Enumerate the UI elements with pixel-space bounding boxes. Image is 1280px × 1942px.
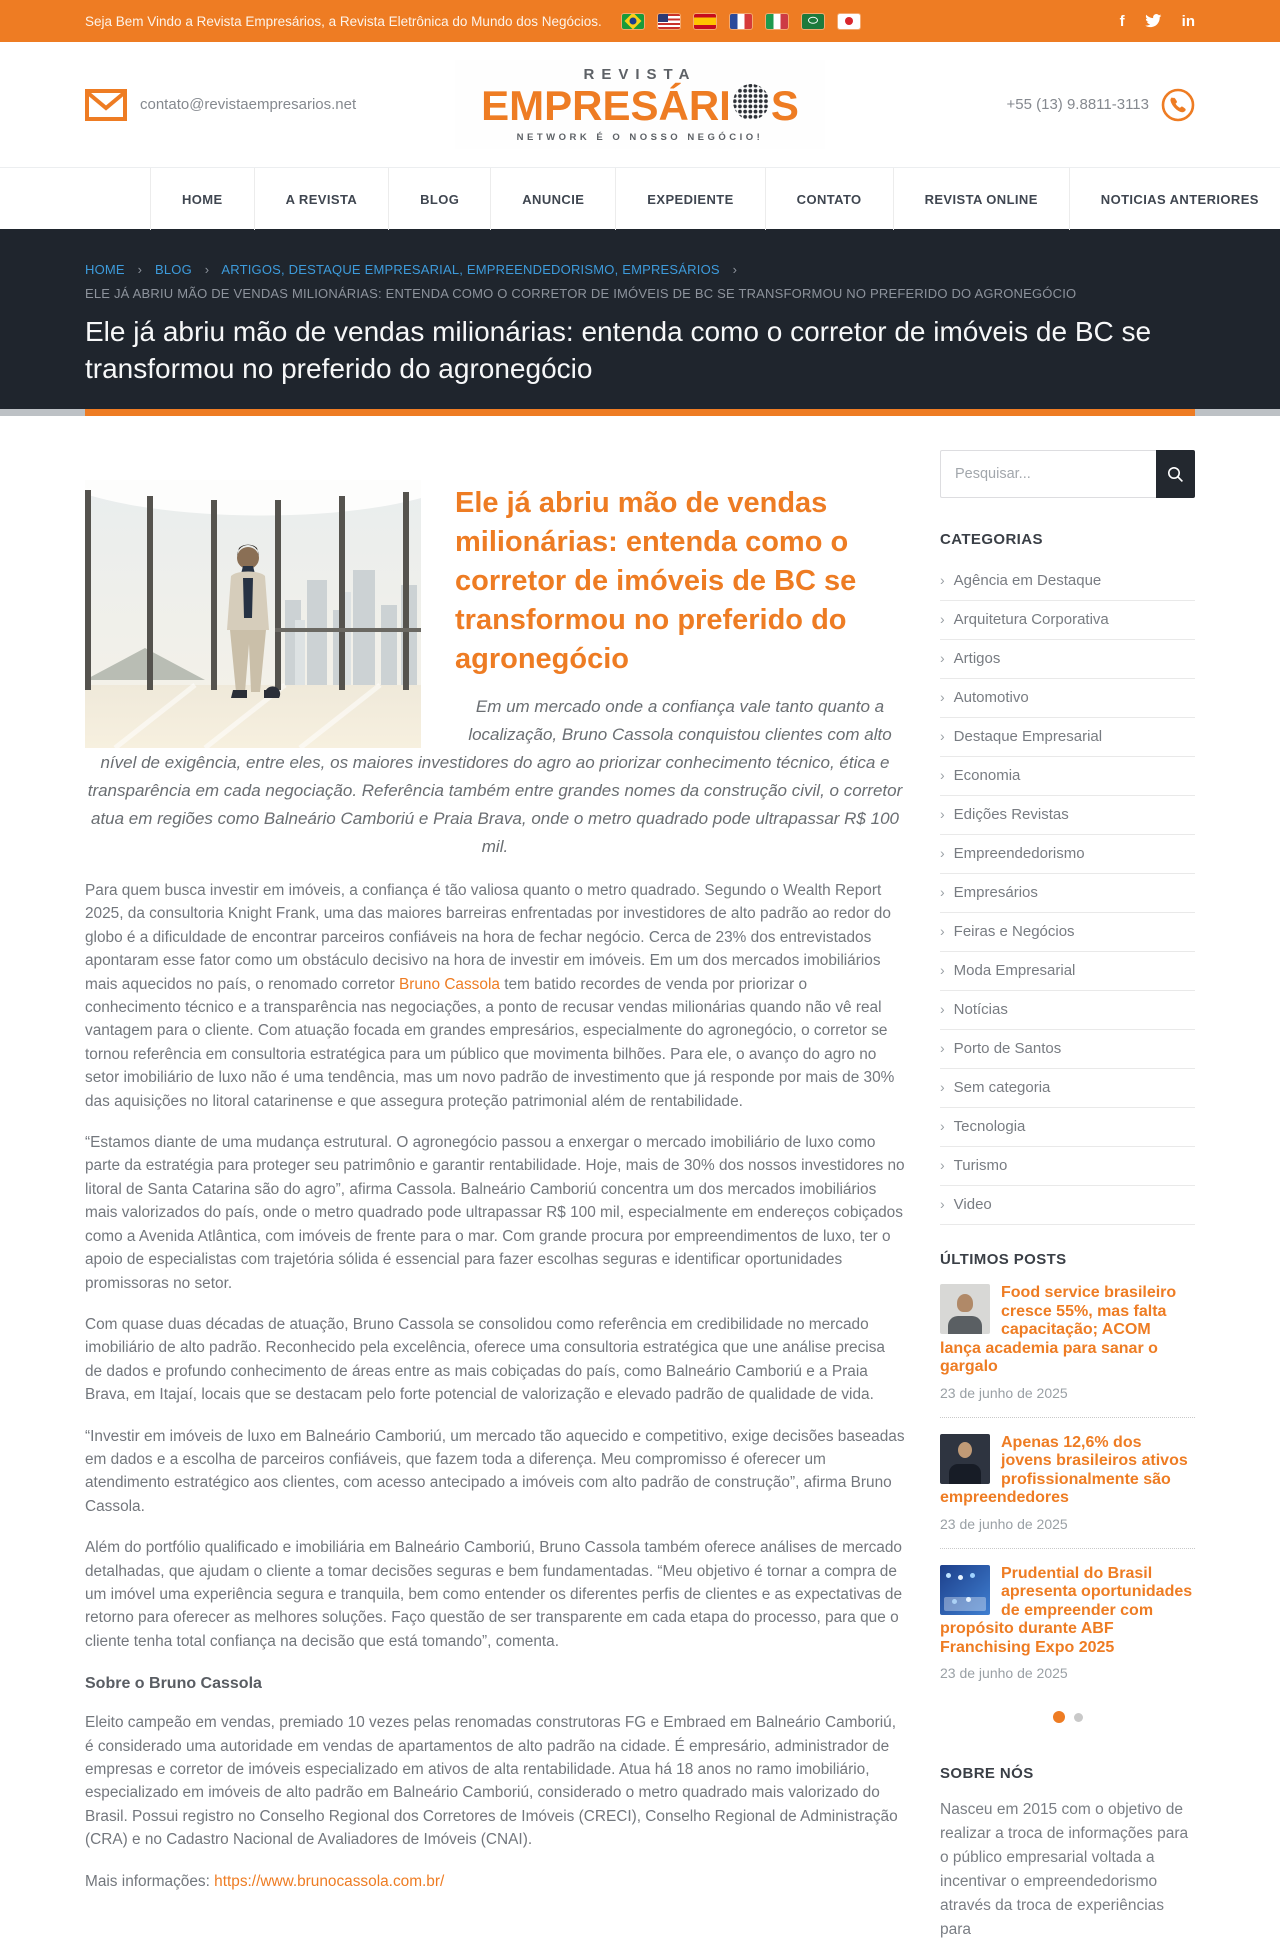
flag-japan-icon[interactable]	[838, 14, 860, 29]
article-featured-image	[85, 480, 421, 748]
chevron-right-icon: ›	[940, 923, 945, 939]
article-paragraph-5: Além do portfólio qualificado e imobiliária em Balneário Camboriú, Bruno Cassola também oferece análises de mercado detalhadas, que ajudam o cliente a tomar decisões seguras e bem fundamentadas. “Meu objetivo é tornar a compra de um imóvel uma experiência segura e tranquila, bem como entender os diferentes perfis de clientes e as expectativas de retorno para oferecer as melhores soluções. Faço questão de ser transparente em cada etapa do processo, para que o cliente tenha total confiança na decisão que está tomando”, comenta.	[85, 1539, 903, 1650]
search-icon	[1167, 466, 1184, 483]
breadcrumb-blog[interactable]: BLOG	[154, 262, 192, 277]
chevron-right-icon: ›	[940, 884, 945, 900]
logo-tagline: NETWORK É O NOSSO NEGÓCIO!	[516, 131, 764, 143]
article-heading: Ele já abriu mão de vendas milionárias: entenda como o corretor de imóveis de BC se transformou no preferido do agronegócio	[455, 487, 857, 675]
search-button[interactable]	[1156, 450, 1195, 498]
post-item	[940, 1417, 1195, 1532]
article-paragraph-4: “Investir em imóveis de luxo em Balneário Camboriú, um mercado tão aquecido e competitivo, exige decisões baseadas em dados e a escolha de parceiros confiáveis, que fazem toda a diferença. Meu compromisso é oferecer um atendimento estratégico aos clientes, com acesso antecipado a imóveis com alto padrão de construção”, afirma Bruno Cassola.	[85, 1427, 905, 1515]
contact-phone[interactable]	[1007, 88, 1195, 122]
latest-posts-list	[940, 1268, 1195, 1681]
linkedin-icon[interactable]: in	[1181, 12, 1195, 30]
chevron-right-icon: ›	[940, 1040, 945, 1056]
nav-item-revista-online[interactable]: REVISTA ONLINE	[893, 168, 1069, 230]
flag-usa-icon[interactable]	[658, 14, 680, 29]
article-subheading: Sobre o Bruno Cassola	[85, 1675, 262, 1693]
flag-france-icon[interactable]	[730, 14, 752, 29]
chevron-right-icon: ›	[940, 650, 945, 666]
article-paragraph-3: Com quase duas décadas de atuação, Bruno Cassola se consolidou como referência em credibilidade no mercado imobiliário de alto padrão. Reconhecido pela excelência, oferece uma consultoria estratégica que une análise precisa de dados e profundo conhecimento de áreas entre as mais cobiçadas do país, como Balneário Camboriú e a Praia Brava, em Itajaí, locais que se destacam pelo forte potencial de valorização e elevado padrão de qualidade de vida.	[85, 1315, 885, 1404]
whatsapp-icon	[1161, 88, 1195, 122]
category-item[interactable]: › Moda Empresarial	[940, 952, 1195, 991]
facebook-icon[interactable]: f	[1119, 12, 1125, 30]
envelope-icon	[85, 89, 127, 121]
chevron-right-icon: ›	[940, 611, 945, 627]
post-thumbnail[interactable]	[940, 1434, 990, 1484]
category-item[interactable]: › Edições Revistas	[940, 796, 1195, 835]
article-paragraph-1: Para quem busca investir em imóveis, a confiança é tão valiosa quanto o metro quadrado. Segundo o Wealth Report 2025, da consultoria Knight Frank, uma das maiores barreiras enfrentadas por investidores de alto padrão ao redor do globo é a dificuldade de encontrar parceiros confiáveis na hora de fechar negócio. Cerca de 23% dos entrevistados apontaram esse fator como um obstáculo decisivo na hora de investir em imóveis. Em um dos mercados imobiliários mais aquecidos no país, o renomado corretor Bruno Cassola tem batido recordes de venda por priorizar o conhecimento técnico e a transparência nas negociações, a ponto de recusar vendas milionárias quando não vê real vantagem para o cliente. Com atuação focada em grandes empresários, especialmente do agronegócio, o corretor se tornou referência em consultoria estratégica para um público que movimenta bilhões. Para ele, o avanço do agro no setor imobiliário de luxo não é uma tendência, mas um novo padrão de investimento que já responde por mais de 30% das aquisições no litoral catarinense e que assegura proteção patrimonial além de rentabilidade.	[85, 882, 895, 1110]
chevron-right-icon: ›	[940, 1196, 945, 1212]
article-body	[85, 879, 905, 1893]
search-input[interactable]	[940, 450, 1156, 498]
about-text: Nasceu em 2015 com o objetivo de realizar a troca de informações para o público empresarial voltada a incentivar o empreendedorismo através da troca de experiências para	[940, 1801, 1189, 1938]
nav-item-noticias-anteriores[interactable]: NOTICIAS ANTERIORES	[1069, 168, 1280, 230]
language-flags	[622, 14, 860, 29]
categories-list	[940, 562, 1195, 1225]
post-date: 23 de junho de 2025	[940, 1384, 1068, 1401]
post-title[interactable]: Food service brasileiro cresce 55%, mas falta capacitação; ACOM lança academia para sanar o gargalo	[940, 1284, 1177, 1375]
chevron-right-icon: ›	[940, 845, 945, 861]
chevron-right-icon: ›	[940, 962, 945, 978]
inline-link[interactable]: https://www.brunocassola.com.br/	[214, 1872, 445, 1890]
category-item[interactable]: › Video	[940, 1186, 1195, 1225]
category-item[interactable]: › Empresários	[940, 874, 1195, 913]
twitter-icon[interactable]	[1145, 14, 1162, 28]
page-title: Ele já abriu mão de vendas milionárias: entenda como o corretor de imóveis de BC se transformou no preferido do agronegócio	[85, 316, 1152, 384]
category-item[interactable]: › Empreendedorismo	[940, 835, 1195, 874]
chevron-right-icon: ›	[940, 767, 945, 783]
category-item[interactable]: › Destaque Empresarial	[940, 718, 1195, 757]
carousel-dots	[940, 1711, 1195, 1723]
category-item[interactable]: › Economia	[940, 757, 1195, 796]
article-lead: Em um mercado onde a confiança vale tanto quanto a localização, Bruno Cassola conquistou clientes com alto nível de exigência, entre eles, os maiores investidores do agro ao priorizar conhecimento técnico, ética e transparência em cada negociação. Referência também entre grandes nomes da construção civil, o corretor atua em regiões como Balneário Camboriú e Praia Brava, onde o metro quadrado pode ultrapassar R$ 100 mil.	[87, 697, 903, 856]
nav-item-expediente[interactable]: EXPEDIENTE	[615, 168, 764, 230]
about-title: SOBRE NÓS	[940, 1765, 1034, 1782]
chevron-right-icon: ›	[940, 1118, 945, 1134]
social-links	[1120, 14, 1195, 29]
nav-item-home[interactable]: HOME	[150, 168, 254, 230]
article	[85, 450, 905, 1942]
flag-saudi-icon[interactable]	[802, 14, 824, 29]
category-item[interactable]: › Turismo	[940, 1147, 1195, 1186]
logo-revista-text: REVISTA	[583, 66, 697, 84]
chevron-right-icon: ›	[940, 572, 945, 588]
post-item	[940, 1548, 1195, 1682]
email-text: contato@revistaempresarios.net	[140, 96, 357, 113]
breadcrumb: HOME › BLOG › ARTIGOS, DESTAQUE EMPRESARIAL, EMPREENDEDORISMO, EMPRESÁRIOS ›	[85, 262, 738, 277]
category-item[interactable]: › Arquitetura Corporativa	[940, 601, 1195, 640]
nav-item-contato[interactable]: CONTATO	[765, 168, 893, 230]
chevron-right-icon: ›	[940, 1079, 945, 1095]
categories-title: CATEGORIAS	[940, 531, 1043, 548]
page-hero	[0, 229, 1280, 409]
post-title[interactable]: Prudential do Brasil apresenta oportunidades de empreender com propósito durante ABF Franchising Expo 2025	[940, 1564, 1193, 1656]
welcome-text: Seja Bem Vindo a Revista Empresários, a Revista Eletrônica do Mundo dos Negócios.	[85, 13, 602, 29]
category-item[interactable]: › Feiras e Negócios	[940, 913, 1195, 952]
nav-item-blog[interactable]: BLOG	[388, 168, 490, 230]
flag-spain-icon[interactable]	[694, 14, 716, 29]
post-item	[940, 1268, 1195, 1401]
post-thumbnail[interactable]	[940, 1565, 990, 1615]
category-item[interactable]: › Agência em Destaque	[940, 562, 1195, 601]
globe-icon	[732, 83, 770, 129]
post-date: 23 de junho de 2025	[940, 1665, 1068, 1681]
search-box	[940, 450, 1195, 498]
breadcrumb-current: ELE JÁ ABRIU MÃO DE VENDAS MILIONÁRIAS: ENTENDA COMO O CORRETOR DE IMÓVEIS DE BC SE TRANSFORMOU NO PREFERIDO DO AGRONEGÓCIO	[85, 286, 1077, 301]
article-about-paragraph: Eleito campeão em vendas, premiado 10 vezes pelas renomadas construtoras FG e Embraed em Balneário Camboriú, é considerado uma autoridade em vendas de apartamentos de alto padrão na cidade. É empresário, administrador de empresas e corretor de imóveis especializado em ativos de alta rentabilidade. Atua há 18 anos no ramo imobiliário, especializado em imóveis de alto padrão em Balneário Camboriú, considerado o metro quadrado mais valorizado do Brasil. Possui registro no Conselho Regional dos Corretores de Imóveis (CRECI), Conselho Regional de Administração (CRA) e no Cadastro Nacional de Avaliadores de Imóveis (CNAI).	[85, 1714, 898, 1849]
carousel-dot-active[interactable]	[1053, 1711, 1065, 1723]
carousel-dot[interactable]	[1074, 1713, 1083, 1722]
post-thumbnail[interactable]	[940, 1284, 990, 1334]
category-item[interactable]: › Sem categoria	[940, 1069, 1195, 1108]
article-more-info: Mais informações: https://www.brunocassola.com.br/	[85, 1872, 445, 1890]
nav-item-a-revista[interactable]: A REVISTA	[254, 168, 389, 230]
phone-text: +55 (13) 9.8811-3113	[1006, 96, 1149, 113]
breadcrumb-categories[interactable]: ARTIGOS, DESTAQUE EMPRESARIAL, EMPREENDEDORISMO, EMPRESÁRIOS	[221, 262, 720, 277]
chevron-right-icon: ›	[940, 728, 945, 744]
category-item[interactable]: › Porto de Santos	[940, 1030, 1195, 1069]
chevron-right-icon: ›	[940, 1157, 945, 1173]
inline-link[interactable]: Bruno Cassola	[398, 975, 500, 993]
category-item[interactable]: › Artigos	[940, 640, 1195, 679]
nav-item-anuncie[interactable]: ANUNCIE	[490, 168, 615, 230]
category-item[interactable]: › Tecnologia	[940, 1108, 1195, 1147]
contact-email[interactable]	[85, 89, 356, 121]
post-date: 23 de junho de 2025	[940, 1515, 1068, 1532]
article-paragraph-2: “Estamos diante de uma mudança estrutural. O agronegócio passou a enxergar o mercado imobiliário de luxo como parte da estratégia para proteger seu patrimônio e garantir rentabilidade. Hoje, mais de 30% dos nossos investidores no litoral de Santa Catarina são do agro”, afirma Cassola. Balneário Camboriú concentra um dos mercados imobiliários mais valorizados do país, onde o metro quadrado pode ultrapassar R$ 100 mil, especialmente em endereços cobiçados como a Avenida Atlântica, com imóveis de frente para o mar. Com grande procura por empreendimentos de luxo, ter o apoio de especialistas com trajetória sólida é essencial para fazer escolhas seguras e identificar oportunidades promissoras no setor.	[85, 1134, 905, 1292]
site-header	[0, 42, 1280, 167]
chevron-right-icon: ›	[940, 689, 945, 705]
flag-brazil-icon[interactable]	[622, 14, 644, 29]
sidebar	[940, 450, 1195, 1942]
post-title[interactable]: Apenas 12,6% dos jovens brasileiros ativos profissionalmente são empreendedores	[940, 1433, 1188, 1506]
topbar	[0, 0, 1280, 42]
page-content	[0, 416, 1280, 1942]
site-logo[interactable]	[455, 60, 825, 149]
main-navigation	[0, 167, 1280, 229]
latest-posts-title: ÚLTIMOS POSTS	[940, 1251, 1067, 1268]
category-item[interactable]: › Automotivo	[940, 679, 1195, 718]
category-item[interactable]: › Notícias	[940, 991, 1195, 1030]
breadcrumb-home[interactable]: HOME	[85, 262, 125, 277]
chevron-right-icon: ›	[940, 1001, 945, 1017]
chevron-right-icon: ›	[940, 806, 945, 822]
logo-main-text: EMPRESÁRI S	[481, 81, 799, 129]
accent-divider	[0, 409, 1280, 416]
flag-italy-icon[interactable]	[766, 14, 788, 29]
